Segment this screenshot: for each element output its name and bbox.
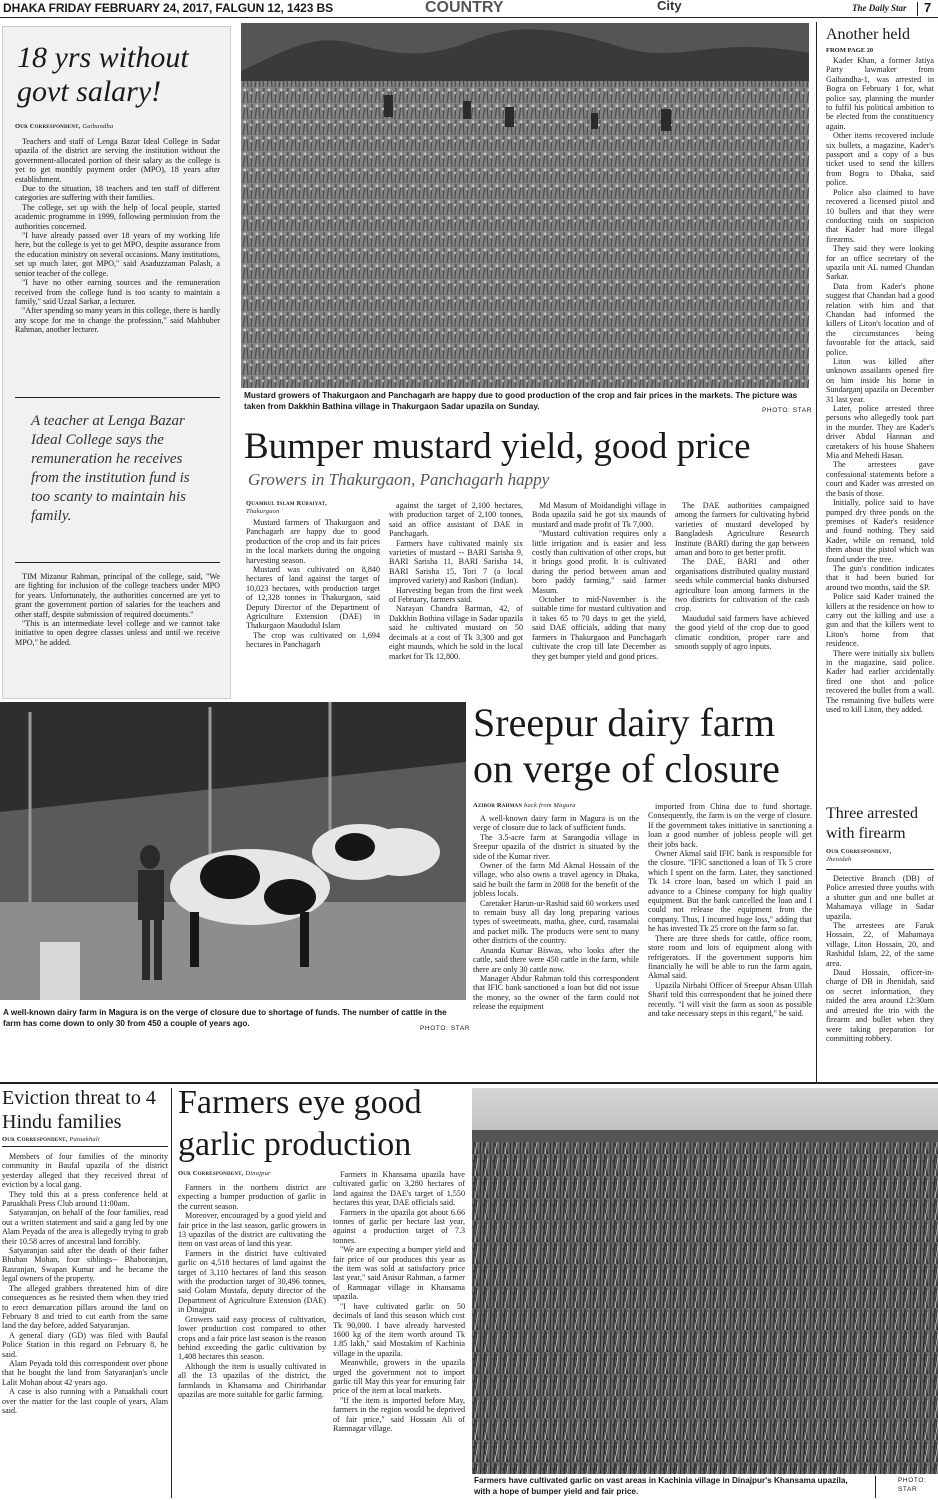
mustard-field-art — [241, 23, 809, 388]
bottom-section-rule — [0, 1082, 938, 1084]
mustard-byline: Quamrul Islam Rubaiyat, Thakurgaon — [246, 500, 327, 515]
eviction-headline: Eviction threat to 4 Hindu families — [2, 1087, 156, 1133]
dairy-col-2: imported from China due to fund shortage. Consequently, the farm is on the verge of closure. If the government takes initiative in sanctioning a loan a good number of jobless people will get their jobs back. Owner Akmal said IFIC bank is responsible for the closure. "IFIC sanctioned a loan of Tk 5 crore which I spent on the farm. Later, they sanctioned Tk 14 crore loan, based on which I paid an advance to a Chinese company for high quality equipment. But the bank cancelled the loan and I could not release the equipment from the company. Thus, I incurred huge loss," adding that he has invested Tk 25 crore on the farm so far. There are three sheds for cattle, office room, store room and lots of equipment along with refrigerators. If the government supports him financially he will be able to run the farm again, Akmal said. Upazila Nirbahi Officer of Sreepur Ahsan Ullah Sharif told this correspondent that he joined there recently. "I will visit the farm as soon as possible and take necessary steps in this regard," he said. — [648, 802, 812, 1018]
dairy-headline: Sreepur dairy farm on verge of closure — [473, 700, 780, 791]
garlic-col-1: Farmers in the northern district are expecting a bumper production of garlic in the current season. Moreover, encouraged by a good yield and fair price in the last season, garlic growers in 13 upazilas of the district are cultivating the item on vast areas of land this year. Farmers in the district have cultivated garlic on 4,518 hectares of land against the target of 3,110 hectares of land this season with the production target of 30,496 tonnes, said Golam Mustafa, deputy director of the Department of Agriculture Extension (DAE) in Dinajpur. Growers said easy process of cultivation, lower production cost compared to other crops and a fair price last season is the reason behind exceeding the garlic cultivation by 1,408 hectares this season. Although the item is usually cultivated in all the 13 upazilas of the district, the farmlands in Khansama and Chirirbandar upazilas are more suitable for garlic farming. — [178, 1183, 326, 1399]
mustard-caption: Mustard growers of Thakurgaon and Panchagarh are happy due to good production of the crop and fair prices in the markets. The picture was taken from Dakkhin Bathina village in Thakurgaon Sadar upazila on Sunday. — [244, 391, 798, 411]
garlic-credit-divider — [875, 1476, 876, 1498]
held-headline: Another held — [826, 26, 910, 43]
firearm-rule — [826, 869, 934, 870]
dairy-farm-photo — [0, 702, 466, 1000]
garlic-field-art — [472, 1088, 938, 1474]
dairy-farm-art — [0, 702, 466, 1000]
page-number: 7 — [924, 0, 932, 15]
govt-salary-box — [2, 26, 231, 699]
govt-body: Teachers and staff of Lenga Bazar Ideal College in Sadar upazila of the district are serving the institution without the government-allocated portion of their salary as the college is yet to get monthly payment order (MPO), 18 years after establishment. Due to the situation, 18 teachers and ten staff of different categories are suffering with their families. The college, set up with the help of local people, started academic programme in 1999, following permission from the authorities concerned. "I have already passed over 18 years of my working life here, but the college is yet to get MPO, despite assurance from the education ministry on several occasions. Many institutions, set up much later, got MPO," said Asaduzzaman Palash, a senior teacher of the college. "I have no other earning sources and the remuneration received from the college fund is too scanty to maintain a family," said Uzzal Sarkar, a lecturer. "After spending so many years in this college, there is hardly any scope for me to change the profession," said Mahbuber Rahman, another lecturer. — [15, 137, 220, 335]
firearm-byline: Our Correspondent, Jhenidah — [826, 848, 892, 863]
mustard-col-4: The DAE authorities campaigned among the farmers for cultivating hybrid varieties of mustard developed by Bangladesh Agriculture Research Institute (BARI) during the gap between aman and boro to get better profit. The DAE, BARI and other organisations distributed quality mustard seeds while commercial banks disbursed agriculture loan among farmers in the two districts for cultivation of the cash crop. Maududul said farmers have achieved the good yield of the crop due to good climatic condition, proper care and smooth supply of agro inputs. — [675, 501, 809, 652]
garlic-credit: PHOTO: STAR — [898, 1477, 927, 1493]
eviction-body: Members of four families of the minority community in Baufal upazila of the district yesterday alleged that they received threat of eviction by a local gang. They told this at a press conference held at Patuakhali Press Club around 11:00am. Satyaranjan, on behalf of the four families, read out a written statement and said a gang led by one Alam Peyada of the area is allegedly trying to grab their 10.58 acres of ancestral land forcibly. Satyaranjan said after the death of their father Bhuban Mohan, four siblings-- Bhaboranjan, Rasranjan, Swapan Kumar and he became the legal owners of the property. The alleged grabbers threatened him of dire consequences as he resisted them when they tried to erect demarcation pillars around the land on February 8 and tried to cut earth from the same land the day before, added Satyaranjan. A general diary (GD) was filed with Baufal Police Station in this regard on February 8, he said. Alam Peyada told this correspondent over phone that he bought the land from Satyaranjan's uncle Lalit Mohan about 42 years ago. A case is also running with a Patuakhali court over the matter for the last couple of years, Alam said. — [2, 1152, 168, 1415]
dateline: DHAKA FRIDAY FEBRUARY 24, 2017, FALGUN 12, 1423 BS — [3, 1, 333, 15]
garlic-caption: Farmers have cultivated garlic on vast areas in Kachinia village in Dinajpur's Khansama upazila, with a hope of bumper yield and fair price. — [474, 1476, 848, 1496]
mustard-col-3: Md Masum of Moidandighi village in Boda upazila said he got six maunds of mustard and made profit of Tk 7,000. "Mustard cultivation requires only a little irrigation and is easier and less costly than cultivation of other crops, but it brings good profit. It is cultivated during the period between aman and boro paddy farming," said farmer Masum. October to mid-November is the suitable time for mustard cultivation and it takes 65 to 70 days to get the yield, said DAE officials, adding that many farmers in Thakurgaon and Panchagarh cultivate the crop till late December as they get bumper yield and good prices. — [532, 501, 666, 661]
firearm-body: Detective Branch (DB) of Police arrested three youths with a shutter gun and one bullet at Mahamaya village in Sadar upazila. The arrestees are Faruk Hossain, 22, of Mahamaya village, Liton Hossain, 20, and Rashidul Islam, 22, of the same area. Daud Hossain, officer-in-charge of DB in Jhenidah, said on secret information, they raided the area around 12:30am and arrested the trio with the firearm and bullet when they were taking preparation for committing robbery. — [826, 874, 934, 1043]
paper-name: The Daily Star — [852, 3, 907, 13]
eviction-byline: Our Correspondent, Patuakhali — [2, 1136, 100, 1143]
mustard-col-2: against the target of 2,100 hectares, with production target of 2,100 tonnes, said an office assistant of DAE in Panchagarh. Farmers have cultivated mainly six varieties of mustard -- BARI Sarisha 9, BARI Sarisha 11, BARI Sarisha 14, BARI Sarisha 15, Tori 7 (a local improved variety) and Rashori (Indian). Harvesting began from the first week of February, farmers said. Narayan Chandra Barman, 42, of Dakkhin Bothina village in Sadar upazila said he cultivated mustard on 50 decimals at a cost of Tk 3,300 and got eight maunds, which he sold in the local market for Tk 12,800. — [389, 501, 523, 661]
masthead-divider — [917, 2, 918, 16]
govt-body-2: TIM Mizanur Rahman, principal of the college, said, "We are fighting for inclusion of the college teachers under MPO for years. Unfortunately, the authorities concerned are yet to grant the government portion of salaries for the teachers and other staff, despite submission of required documents." "This is an intermediate level college and we cannot take initiative to open degree classes unless and until we receive MPO," he added. — [15, 572, 220, 647]
masthead-rule — [0, 17, 938, 18]
mustard-col-1: Mustard farmers of Thakurgaon and Panchagarh are happy due to good production of the crop and its fair prices in the local markets during the ongoing harvesting season. Mustard was cultivated on 8,840 hectares of land against the target of 10,023 hectares, with production target of 12,328 tonnes in Thakurgaon, said Deputy Director of the Department of Agriculture Extension (DAE) in Thakurgaon Maududul Islam The crop was cultivated on 1,694 hectares in Panchagarh — [246, 518, 380, 650]
garlic-col-2: Farmers in Khansama upazila have cultivated garlic on 3,280 hectares of land against the DAE's target of 1,550 hectares this year, DAE officials said. Farmers in the upazila got about 6.66 tonnes of garlic per hectare last year, against a production target of 7.3 tonnes. "We are expecting a bumper yield and fair price of our produces this year as the item was sold at satisfactory price last year," said Anisur Rahman, a farmer of Ramnagar village in Khansama upazila. "I have cultivated garlic on 50 decimals of land this season which cost Tk 90,000. I have already harvested 1600 kg of the item worth around Tk 1.85 lakh," said Mostakim of Kachinia village in the upazila. Meanwhile, growers in the upazila urged the government not to import garlic till May this year for ensuring fair price of the item at local markets. "If the item is imported before May, farmers in the region would be deprived of fair price," said Hossain Ali of Ramnagar village. — [333, 1170, 465, 1433]
pullquote-rule-bottom — [15, 562, 220, 563]
eviction-divider — [171, 1088, 172, 1498]
govt-pullquote: A teacher at Lenga Bazar Ideal College says the remuneration he receives from the institution fund is too scanty to maintain his family. — [31, 413, 190, 524]
held-jump: FROM PAGE 20 — [826, 47, 874, 54]
city-label: City — [657, 0, 682, 13]
eviction-rule — [2, 1146, 168, 1147]
right-column-divider — [816, 22, 817, 1082]
garlic-field-photo — [472, 1088, 938, 1474]
dairy-byline: Azibor Rahman back from Magura — [473, 802, 576, 809]
mustard-credit: PHOTO: STAR — [762, 407, 813, 414]
mustard-subhead: Growers in Thakurgaon, Panchagarh happy — [248, 470, 550, 489]
mustard-field-photo — [241, 23, 809, 388]
held-body: Kader Khan, a former Jatiya Party lawmaker from Gaibandha-1, was arrested in Bogra on February 1 for, what police say, planning the murder to fulfil his political ambition to be elected from the constituency again. Other items recovered include six bullets, a magazine, Kader's passport and a copy of a bus ticket used to send the killers from Bogra to Dhaka, said police. Police also claimed to have recovered a licensed pistol and 10 bullets and that they were conducting raids on suspicion that Kader had more illegal firearms. They said they were looking for an office secretary of the upazila unit AL named Chandan Sarkar. Data from Kader's phone suggest that Chandan had a good relation with him and that Chandan had informed the killers of Liton's location and of the circumstances being favourable for the attack, said police. Liton was killed after unknown assailants opened fire on him inside his home in Sundarganj upazila on December 31 last year. Later, police arrested three persons who allegedly took part in the murder. They are Kader's driver Abdul Hannan and caretakers of his house Shaheen Mia and Mehedi Hasan. The arrestees gave confessional statements before a court and Kader was arrested on the basis of those. Initially, police said to have pumped dry three ponds on the premises of Kader's residence and found nothing. They said Kader, while on remand, told them about the pistol which was found under the tree. The gun's condition indicates that it had been buried for around two months, said the SP. Police said Kader trained the killers at the residence on how to carry out the killing and use a gun and that the killers went to Liton's home from that residence. There were initially six bullets in the magazine, said police. Kader had earlier accidentally fired one shot and police recovered the bullet from a wall. The remaining five bullets were used to kill Liton, they added. — [826, 56, 934, 715]
govt-headline: 18 yrs without govt salary! — [17, 41, 189, 108]
garlic-byline: Our Correspondent, Dinajpur — [178, 1170, 271, 1177]
govt-byline: Our Correspondent, Gaibandha — [15, 123, 114, 130]
garlic-headline: Farmers eye good garlic production — [178, 1084, 422, 1163]
dairy-col-1: A well-known dairy farm in Magura is on the verge of closure due to lack of sufficient funds. The 3.5-acre farm at Sarangodia village in Sreepur upazila of the district is situated by the side of the Kumar river. Owner of the farm Md Akmal Hossain of the village, who also owns a travel agency in Dhaka, said he built the farm in 2008 for the benefit of the jobless locals. Caretaker Harun-ur-Rashid said 60 workers used to remain busy all day long preparing various types of sweetmeats, matha, ghee, curd, rasamalai and packet milk. The products were sent to many other districts of the country. Ananda Kumar Biswas, who looks after the cattle, said there were 450 cattle in the farm, while there are only 30 cattle now. Manager Abdur Rahman told this correspondent that IFIC bank sanctioned a loan but did not issue the money, so the owner of the farm could not release the equipment — [473, 814, 639, 1012]
mustard-headline: Bumper mustard yield, good price — [244, 426, 751, 467]
firearm-headline: Three arrested with firearm — [826, 805, 918, 842]
dairy-caption: A well-known dairy farm in Magura is on the verge of closure due to shortage of funds. The number of cattle in the farm has come down to only 30 from 450 a couple of years ago. — [3, 1008, 447, 1028]
dairy-credit: PHOTO: STAR — [420, 1025, 471, 1032]
pullquote-rule-top — [15, 397, 220, 398]
section-label: COUNTRY — [425, 0, 504, 16]
